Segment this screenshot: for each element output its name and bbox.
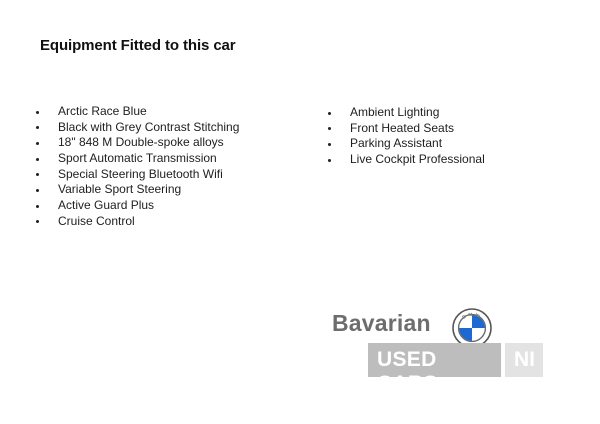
region-badge xyxy=(505,343,543,377)
list-item-label: Black with Grey Contrast Stitching xyxy=(58,119,240,134)
bullet-icon xyxy=(328,112,331,115)
bullet-icon xyxy=(36,189,39,192)
list-item-label: Special Steering Bluetooth Wifi xyxy=(58,166,223,181)
list-item-label: Cruise Control xyxy=(58,213,135,228)
bullet-icon xyxy=(328,127,331,130)
list-item-label: Variable Sport Steering xyxy=(58,182,182,197)
used-cars-text: USED CARS xyxy=(377,348,438,395)
bmw-roundel-icon xyxy=(452,308,492,348)
list-item-label: Active Guard Plus xyxy=(58,198,155,213)
bullet-icon xyxy=(36,173,39,176)
bullet-icon xyxy=(36,158,39,161)
bullet-icon xyxy=(36,111,39,114)
list-item-label: Sport Automatic Transmission xyxy=(58,151,217,166)
bullet-icon xyxy=(36,205,39,208)
list-item-label: Arctic Race Blue xyxy=(58,104,147,118)
used-cars-badge xyxy=(368,343,501,395)
list-item-label: Live Cockpit Professional xyxy=(350,152,485,167)
bullet-icon xyxy=(328,159,331,162)
bullet-icon xyxy=(328,143,331,146)
list-item-label: Front Heated Seats xyxy=(350,120,455,135)
page-heading: Equipment Fitted to this car xyxy=(40,37,236,54)
list-item-label: 18" 848 M Double-spoke alloys xyxy=(58,135,224,150)
bullet-icon xyxy=(36,126,39,129)
bullet-icon xyxy=(36,142,39,145)
list-item-label: Ambient Lighting xyxy=(350,105,440,119)
region-text: NI xyxy=(514,348,535,371)
bullet-icon xyxy=(36,220,39,223)
list-item-label: Parking Assistant xyxy=(350,136,443,151)
dealer-logo xyxy=(330,306,545,395)
logo-wordmark: Bavarian xyxy=(332,310,431,336)
roundel-letters: BMW xyxy=(461,311,483,320)
